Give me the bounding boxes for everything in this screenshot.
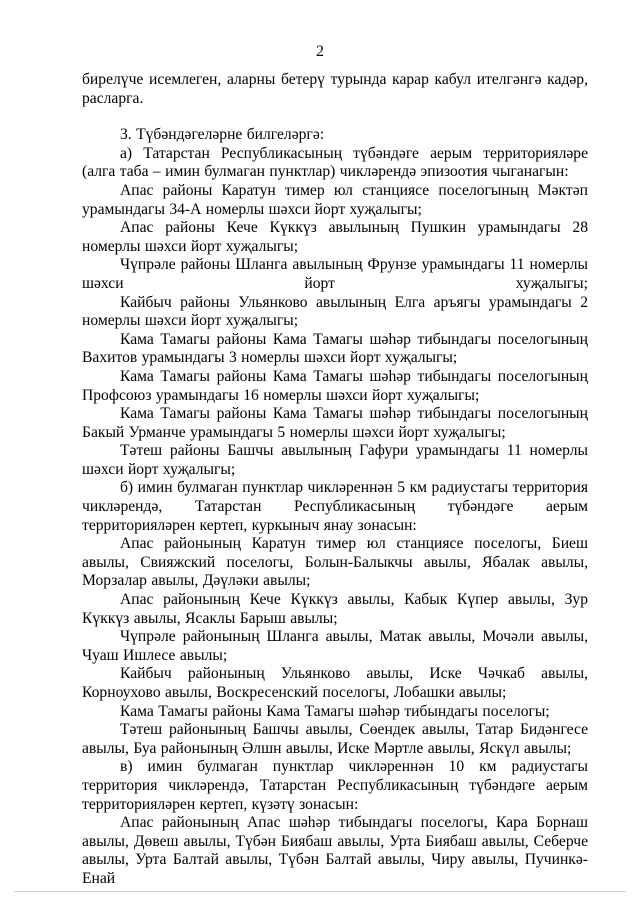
- list-item-kaybych-ulyankovo: Кайбыч районы Ульянково авылының Елга аръягы урамындагы 2 номерлы шәхси йорт хуҗалыгы;: [82, 293, 588, 330]
- list-item-apas-karatun: Апас районы Каратун тимер юл станциясе поселогының Мәктәп урамындагы 34-А номерлы шәхси йорт хуҗалыгы;: [82, 181, 588, 218]
- list-item-observation-apas: Апас районының Апас шәһәр тибындагы поселогы, Кара Борнаш авылы, Дөвеш авылы, Түбән Биябаш авылы, Урта Биябаш авылы, Себерче авылы, Урта Балтай авылы, Түбән Балтай авылы, Чиру авылы, Пучинкә-Енай: [82, 814, 588, 887]
- list-item-kama-tamagy-urmanche: Кама Тамагы районы Кама Тамагы шәһәр тибындагы поселогының Бакый Урманче урамындагы 5 номерлы шәхси йорт хуҗалыгы;: [82, 405, 588, 441]
- paragraph-section-3-heading: 3. Түбәндәгеләрне билгеләргә:: [120, 126, 325, 144]
- paragraph-subsection-b: б) имин булмаган пунктлар чикләреннән 5 км радиустагы территория чикләрендә, Татарстан Республикасының түбәндәге аерым территорияләрен кертеп, куркыныч янау зонасын:: [82, 479, 588, 534]
- list-item-apas-kече-kukkuz: Апас районы Кече Күккүз авылының Пушкин урамындагы 28 номерлы шәхси йорт хуҗалыгы;: [82, 219, 588, 255]
- paragraph-subsection-v: в) имин булмаган пунктлар чикләреннән 10 км радиустагы территория чикләрендә, Татарстан Республикасының түбәндәге аерым территорияләрен кертеп, күзәтү зонасын:: [82, 758, 588, 813]
- scan-edge-line: [14, 891, 626, 892]
- list-item-threat-apas-kече-kukkuz: Апас районының Кече Күккүз авылы, Кабык Күпер авылы, Зур Күккүз авылы, Ясаклы Барыш авылы;: [82, 591, 588, 627]
- paragraph-subsection-a: а) Татарстан Республикасының түбәндәге аерым территорияләре (алга таба – имин булмаган пунктлар) чикләрендә эпизоотия чыганагын:: [82, 144, 588, 181]
- document-body: [82, 71, 588, 889]
- list-item-tetesh-bashchy: Тәтеш районы Башчы авылының Гафури урамындагы 11 номерлы шәхси йорт хуҗалыгы;: [82, 442, 588, 478]
- list-item-kama-tamagy-vakhitov: Кама Тамагы районы Кама Тамагы шәһәр тибындагы поселогының Вахитов урамындагы 3 номерлы шәхси йорт хуҗалыгы;: [82, 330, 588, 367]
- list-item-threat-kama-tamagy: Кама Тамагы районы Кама Тамагы шәһәр тибындагы поселогы;: [120, 702, 550, 720]
- list-item-threat-kaybych: Кайбыч районының Ульянково авылы, Иске Чәчкаб авылы, Корноухово авылы, Воскресенский поселогы, Лобашки авылы;: [82, 665, 588, 701]
- list-item-chuprale-shlanga: Чүпрәле районы Шланга авылының Фрунзе урамындагы 11 номерлы шәхси йорт хуҗалыгы;: [82, 256, 588, 292]
- list-item-threat-chuprale: Чүпрәле районының Шланга авылы, Матак авылы, Мочәли авылы, Чуаш Ишлесе авылы;: [82, 628, 588, 664]
- paragraph-intro-continuation: бирелүче исемлеген, аларны бетерү турында карар кабул ителгәнгә кадәр, расларга.: [82, 71, 588, 107]
- list-item-threat-apas-karatun: Апас районының Каратун тимер юл станциясе поселогы, Биеш авылы, Свияжский поселогы, Болын-Балыкчы авылы, Ябалак авылы, Морзалар авылы, Дәүләки авылы;: [82, 535, 588, 590]
- page-number: 2: [316, 43, 324, 60]
- list-item-threat-tetesh-bua: Тәтеш районының Башчы авылы, Сөендек авылы, Татар Бидәнгесе авылы, Буа районының Әлшн авылы, Иске Мәртле авылы, Яскүл авылы;: [82, 721, 588, 757]
- list-item-kama-tamagy-profsoyuz: Кама Тамагы районы Кама Тамагы шәһәр тибындагы поселогының Профсоюз урамындагы 16 номерлы шәхси йорт хуҗалыгы;: [82, 367, 588, 404]
